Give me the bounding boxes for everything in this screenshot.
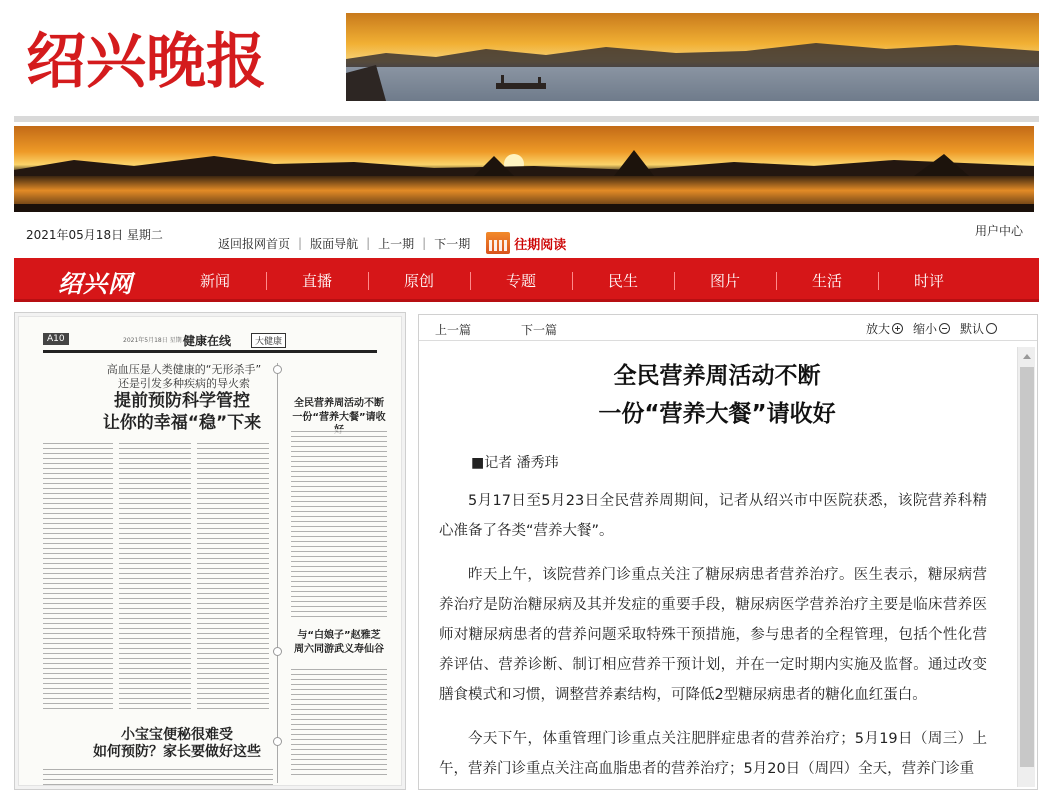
nav-separator: |: [366, 236, 371, 250]
default-size-label: 默认: [959, 322, 984, 336]
zoom-out-button[interactable]: [913, 320, 950, 337]
site-logo[interactable]: 绍兴网: [58, 270, 133, 298]
side-story-headline-2[interactable]: 与“白娘子”赵雅芝 周六同游武义寿仙谷: [294, 630, 384, 655]
column-title: 健康在线: [183, 334, 232, 348]
article-paragraph: 昨天上午，该院营养门诊重点关注了糖尿病患者营养治疗。医生表示，糖尿病营养治疗是防治糖尿病及其并发症的重要手段，糖尿病医学营养治疗主要是临床营养医师对糖尿病患者的营养问题采取特殊干预措施，参与患者的全程管理，包括个性化营养评估、营养诊断、制订相应营养干预计划，并在一定时期内实施及监督。通过改变膳食模式和习惯，调整营养素结构，可降低2型糖尿病患者的糖化血红蛋白。: [439, 566, 987, 703]
calendar-icon: [486, 232, 510, 254]
prev-issue-link[interactable]: 上一期: [378, 236, 415, 251]
nav-item-photos[interactable]: 图片: [674, 270, 776, 291]
layout-nav-link[interactable]: 版面导航: [310, 236, 359, 251]
text-column: [291, 429, 387, 619]
text-column: [119, 441, 191, 711]
back-home-link[interactable]: 返回报网首页: [218, 236, 291, 251]
nav-separator: |: [422, 236, 427, 250]
nav-item-live[interactable]: 直播: [266, 270, 368, 291]
next-article-link[interactable]: 下一篇: [521, 323, 558, 337]
logo-text: 绍兴晚报: [26, 27, 266, 97]
nav-item-livelihood[interactable]: 民生: [572, 270, 674, 291]
side-story-headline[interactable]: 全民营养周活动不断 一份“营养大餐”请收: [292, 398, 386, 423]
nav-item-topics[interactable]: 专题: [470, 270, 572, 291]
past-read-label: 往期阅读: [514, 237, 567, 253]
newspaper-logo[interactable]: [22, 20, 332, 100]
column-badge: 大健康: [251, 333, 286, 348]
article-paragraph: 5月17日至5月23日全民营养周期间，记者从绍兴市中医院获悉，该院营养科精心准备了各类“营养大餐”。: [439, 492, 987, 539]
user-center-link[interactable]: 用户中心: [974, 224, 1023, 238]
page-header: [43, 331, 377, 353]
nav-item-news[interactable]: 新闻: [199, 271, 230, 290]
divider-bar: [14, 116, 1039, 122]
article-paragraph: 今天下午，体重管理门诊重点关注肥胖症患者的营养治疗；5月19日（周三）上午，营养门诊重点关注高血脂患者的营养治疗；5月20日（周四）全天，营养门诊重: [439, 730, 987, 777]
minus-icon: [939, 323, 950, 334]
rail-dot: [273, 365, 282, 374]
lake-sunset-image: [14, 126, 1034, 212]
masthead: [14, 10, 1039, 105]
article-body: [419, 342, 1015, 790]
story-kicker[interactable]: 高血压是人类健康的“无形杀手” 还是引发多种疾病的导火索: [106, 363, 262, 390]
article-scrollbar[interactable]: [1017, 347, 1035, 787]
nav-item-life[interactable]: 生活: [776, 270, 878, 291]
main-menu: [164, 258, 980, 302]
newspaper-page-image[interactable]: [18, 316, 402, 786]
sunset-banner-image: [346, 13, 1039, 101]
article-title-line2: 一份“营养大餐”请收好: [598, 400, 836, 427]
scroll-up-arrow-icon[interactable]: [1018, 347, 1036, 365]
article-panel: [418, 314, 1038, 790]
zoom-in-label: 放大: [865, 322, 890, 336]
text-column: [43, 767, 273, 786]
logo-calligraphy: [22, 20, 332, 100]
issue-date: 2021年05月18日 星期二: [26, 228, 163, 242]
page-number: A10: [43, 333, 69, 345]
radio-icon: [986, 323, 997, 334]
toolbar-row: [14, 214, 1039, 254]
text-column: [197, 441, 269, 711]
prev-article-link[interactable]: 上一篇: [435, 323, 472, 337]
scroll-thumb[interactable]: [1020, 367, 1034, 767]
article-title-line1: 全民营养周活动不断: [613, 363, 821, 389]
rail-dot: [273, 737, 282, 746]
plus-icon: [892, 323, 903, 334]
bottom-story-headline[interactable]: 小宝宝便秘很难受 如何预防？家长要做好这些: [93, 727, 261, 760]
newspaper-page-panel: [14, 312, 406, 790]
past-read-button[interactable]: [486, 232, 566, 254]
page-date: 2021年5月18日 星期二: [123, 337, 188, 344]
zoom-in-button[interactable]: [866, 320, 903, 337]
text-column: [291, 667, 387, 777]
main-nav: [14, 258, 1039, 302]
text-column: [43, 441, 113, 711]
nav-item-original[interactable]: 原创: [368, 270, 470, 291]
font-size-controls: [866, 320, 997, 337]
article-byline: ■记者 潘秀玮: [471, 454, 559, 471]
article-title: [419, 358, 1015, 434]
story-headline[interactable]: 提前预防科学管控 让你的幸福“稳”下来: [102, 391, 262, 433]
article-toolbar: [419, 315, 1037, 341]
zoom-out-label: 缩小: [912, 322, 937, 336]
default-size-button[interactable]: [960, 320, 997, 337]
nav-separator: |: [298, 236, 303, 250]
next-issue-link[interactable]: 下一期: [434, 236, 471, 251]
rail-dot: [273, 647, 282, 656]
page-rail: [277, 363, 278, 783]
quick-nav: [210, 232, 566, 254]
nav-item-commentary[interactable]: 时评: [878, 270, 980, 291]
